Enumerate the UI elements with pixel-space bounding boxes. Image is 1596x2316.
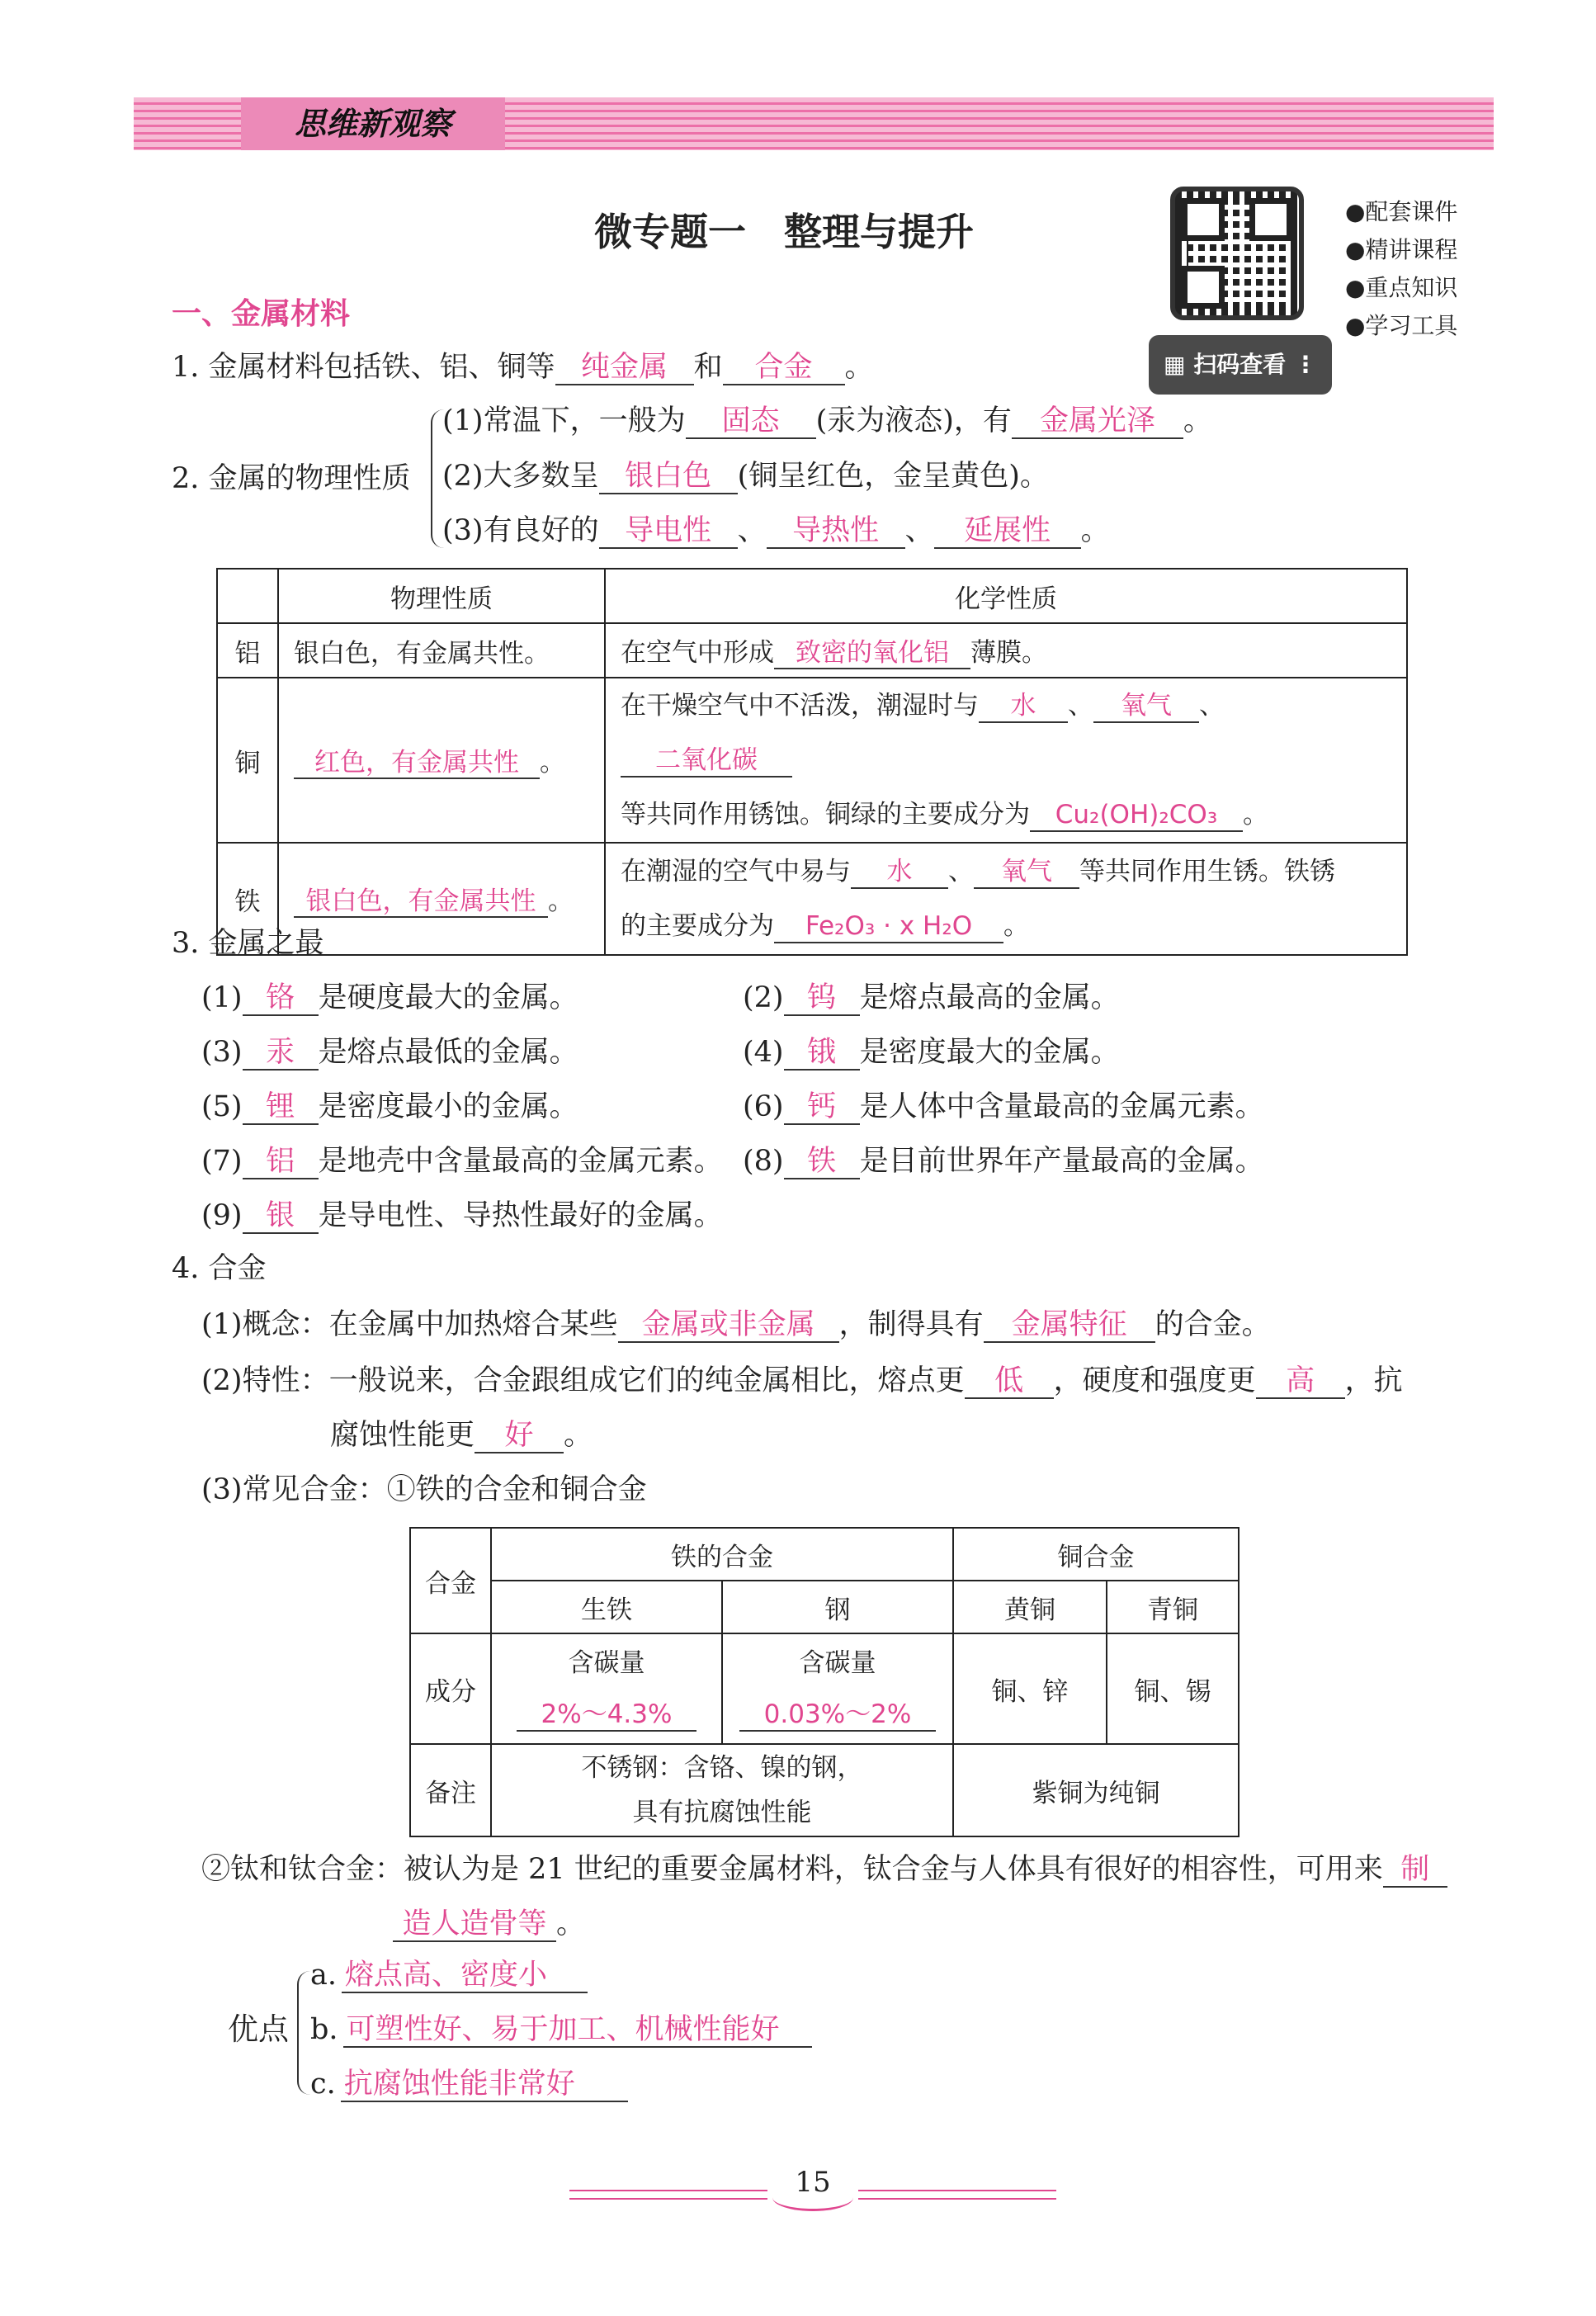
q4-p1-blank-1[interactable] (618, 1308, 839, 1343)
q3-item-text: 是密度最小的金属。 (318, 1090, 578, 1123)
t1-cu-blank-2[interactable] (1093, 692, 1199, 723)
header-tag: 思维新观察 (241, 97, 505, 150)
t2-carbon-answer-2: 0.03%～2% (763, 1699, 912, 1729)
t1-cu-chem-line1 (621, 678, 1391, 787)
q2-l3-blank-2[interactable] (767, 514, 905, 549)
q3-item-number: (4) (743, 1036, 784, 1069)
t1-cu-blank-3[interactable] (621, 746, 792, 778)
q2-l1-answer-1: 固态 (721, 404, 780, 437)
advantage-letter: a. (310, 1959, 337, 1992)
q4-p2-text-b: ，硬度和强度更 (1053, 1364, 1256, 1397)
q2-line-3 (442, 510, 1110, 551)
q3-item (201, 1086, 578, 1127)
t1-fe-chem-a: 在潮湿的空气中易与 (621, 857, 851, 886)
t1-cu-chem-c: 。 (1243, 800, 1268, 830)
t2-copper-alloy: 铜合金 (953, 1528, 1239, 1581)
q4-p2-blank-1[interactable] (965, 1364, 1054, 1399)
t1-fe-blank-2[interactable] (974, 858, 1079, 889)
q4-p2-cont (330, 1415, 593, 1456)
advantage-letter: c. (310, 2068, 336, 2101)
t1-fe-phys (278, 843, 605, 955)
t1-fe-sep: 、 (948, 857, 974, 886)
advantage-blank[interactable] (342, 1959, 588, 1993)
q3-item (201, 1195, 723, 1236)
t1-row-fe (217, 843, 1407, 955)
q3-item-answer: 铁 (807, 1145, 837, 1178)
titanium-answer-b: 造人造骨等 (402, 1907, 547, 1940)
q3-item-number: (6) (743, 1090, 784, 1123)
t1-cu-sep-2: 、 (1199, 691, 1225, 721)
advantage-answer: 抗腐蚀性能非常好 (343, 2068, 575, 2101)
t2-remark-iron-2: 具有抗腐蚀性能 (632, 1798, 812, 1827)
q3-item (743, 1032, 1120, 1073)
q3-item-answer: 铬 (266, 981, 295, 1014)
t2-composition-label: 成分 (410, 1633, 491, 1744)
t1-cu-chem-line2 (621, 787, 1391, 842)
titanium-text: ②钛和钛合金：被认为是 21 世纪的重要金属材料，钛合金与人体具有很好的相容性，可用来 (201, 1853, 1383, 1886)
t2-remark-iron-1: 不锈钢：含铬、镍的钢， (581, 1753, 863, 1783)
q3-item-text: 是目前世界年产量最高的金属。 (859, 1145, 1264, 1178)
q3-item-answer: 锂 (266, 1090, 295, 1123)
q2-l2-blank[interactable] (599, 460, 738, 494)
t1-cu-chem (605, 678, 1407, 843)
q3-item-answer: 银 (266, 1199, 295, 1232)
titanium-line-1 (201, 1849, 1447, 1890)
t1-cu-chem-b: 等共同作用锈蚀。铜绿的主要成分为 (621, 800, 1030, 830)
q4-p1-text-b: ，制得具有 (838, 1308, 984, 1341)
t1-cu-answer-2: 氧气 (1121, 691, 1172, 721)
q3-item-text: 是人体中含量最高的金属元素。 (859, 1090, 1264, 1123)
q3-item-number: (8) (743, 1145, 784, 1178)
q3-item-number: (2) (743, 981, 784, 1014)
q3-item-text: 是导电性、导热性最好的金属。 (318, 1199, 723, 1232)
t1-fe-chem-b: 等共同作用生锈。铁锈 (1079, 857, 1335, 886)
t1-cu-phys-blank[interactable] (294, 749, 540, 780)
t2-carbon-blank-1[interactable] (517, 1700, 696, 1732)
advantages-label: 优点 (228, 2011, 289, 2047)
q3-item-number: (3) (201, 1036, 243, 1069)
q4-label: 4. 合金 (172, 1252, 267, 1285)
t1-al-chem-b: 薄膜。 (970, 637, 1047, 668)
t1-cu-phys-answer: 红色，有金属共性 (314, 747, 519, 778)
t1-row-cu (217, 678, 1407, 843)
q3-item-blank[interactable] (784, 1090, 860, 1125)
t1-cu-answer-1: 水 (1010, 691, 1036, 721)
page-number: 15 (795, 2166, 831, 2199)
t2-remark-label: 备注 (410, 1744, 491, 1836)
q2-l1-end: 。 (1183, 404, 1212, 437)
t1-fe-phys-answer: 银白色，有金属共性 (305, 886, 536, 916)
q3-item-blank[interactable] (784, 1036, 860, 1071)
footer-ornament-right (858, 2190, 1056, 2200)
q3-item-blank[interactable] (243, 1145, 319, 1179)
q1-text: 1. 金属材料包括铁、铝、铜等 (172, 351, 555, 384)
q3-item-text: 是密度最大的金属。 (859, 1036, 1120, 1069)
q3-item (201, 1141, 723, 1182)
t1-fe-chem-line1 (621, 844, 1391, 899)
q2-l1-blank-1[interactable] (686, 404, 816, 439)
scan-button[interactable] (1149, 335, 1332, 395)
q1-blank-1[interactable] (555, 351, 694, 385)
q3-item-blank[interactable] (243, 1199, 319, 1234)
q4-p2 (201, 1360, 1403, 1401)
t2-brass-comp: 铜、锌 (953, 1633, 1107, 1744)
t2-steel: 钢 (722, 1581, 953, 1633)
t1-fe-chem-line2 (621, 899, 1391, 953)
q3-item-answer: 汞 (266, 1036, 295, 1069)
q3-item-blank[interactable] (243, 1036, 319, 1071)
q3-item-blank[interactable] (784, 981, 860, 1016)
t2-iron-alloy: 铁的合金 (491, 1528, 953, 1581)
scan-label: 扫码查看 (1193, 351, 1287, 378)
t2-bronze: 青铜 (1107, 1581, 1239, 1633)
alloy-table (409, 1527, 1239, 1837)
t2-carbon-answer-1: 2%～4.3% (541, 1699, 673, 1729)
t2-carbon-label-2: 含碳量 (799, 1648, 876, 1678)
t1-cu-blank-1[interactable] (979, 692, 1068, 723)
t1-fe-chem (605, 843, 1407, 955)
q1-answer-2: 合金 (754, 351, 813, 384)
q3-item (201, 1032, 578, 1073)
t2-alloy-label: 合金 (410, 1528, 491, 1633)
footer-ornament-left (569, 2190, 767, 2200)
q2-l1-text-b: (汞为液态)，有 (815, 404, 1012, 437)
t2-pig-iron: 生铁 (491, 1581, 722, 1633)
q3-item-answer: 铝 (266, 1145, 295, 1178)
t2-pig-iron-comp (491, 1633, 722, 1744)
t1-al-chem-a: 在空气中形成 (621, 637, 774, 668)
q3-item-blank[interactable] (784, 1145, 860, 1179)
q2-l1-blank-2[interactable] (1012, 404, 1183, 439)
t1-al-name: 铝 (217, 623, 278, 678)
t1-fe-answer-1: 水 (886, 857, 913, 886)
t1-fe-answer-3: Fe₂O₃ · x H₂O (805, 911, 973, 941)
qr-item-tools[interactable]: ●学习工具 (1345, 312, 1458, 339)
t1-fe-chem-c: 的主要成分为 (621, 911, 774, 941)
q2-l3-answer-3: 延展性 (964, 514, 1051, 547)
q3-item-number: (5) (201, 1090, 243, 1123)
t2-steel-comp (722, 1633, 953, 1744)
q4-p1-text: (1)概念：在金属中加热熔合某些 (201, 1308, 618, 1341)
q4-p2-text: (2)特性：一般说来，合金跟组成它们的纯金属相比，熔点更 (201, 1364, 965, 1397)
t1-fe-phys-blank[interactable] (294, 887, 548, 919)
t1-cu-name: 铜 (217, 678, 278, 843)
q4-p2-blank-3[interactable] (475, 1419, 564, 1453)
t1-row-al (217, 623, 1407, 678)
properties-table (216, 568, 1408, 956)
qr-code[interactable] (1170, 187, 1304, 320)
t1-cu-phys-end: 。 (540, 747, 565, 778)
titanium-blank-b[interactable] (393, 1907, 556, 1942)
q3-item-answer: 钙 (807, 1090, 837, 1123)
q3-item (743, 977, 1120, 1019)
advantage-blank[interactable] (343, 2013, 812, 2048)
q2-l1-answer-2: 金属光泽 (1039, 404, 1155, 437)
t1-cu-answer-4: Cu₂(OH)₂CO₃ (1055, 800, 1218, 830)
q2-line-2 (442, 456, 1049, 497)
qr-menu (1345, 193, 1457, 345)
titanium-blank-a[interactable] (1383, 1853, 1447, 1888)
more-icon: ⋮ (1286, 351, 1317, 378)
t1-fe-blank-3[interactable] (774, 912, 1003, 943)
q4-p2-text-d: 腐蚀性能更 (330, 1419, 475, 1452)
q2-l3-blank-1[interactable] (599, 514, 738, 549)
t1-fe-blank-1[interactable] (851, 858, 948, 889)
q2-l2-answer: 银白色 (625, 460, 712, 493)
t2-carbon-blank-2[interactable] (739, 1700, 936, 1732)
titanium-end: 。 (556, 1907, 586, 1940)
advantage-blank[interactable] (341, 2068, 628, 2102)
q1-and: 和 (693, 351, 723, 384)
page-title: 微专题一 整理与提升 (594, 210, 974, 254)
t2-brass: 黄铜 (953, 1581, 1107, 1633)
q1-blank-2[interactable] (723, 351, 845, 385)
q4-p2-blank-2[interactable] (1256, 1364, 1345, 1399)
q3-item (743, 1086, 1264, 1127)
q3-item-text: 是地壳中含量最高的金属元素。 (318, 1145, 723, 1178)
q4-p2-answer-1: 低 (994, 1364, 1024, 1397)
t1-corner (217, 569, 278, 623)
advantage-item (310, 2009, 812, 2050)
t1-header-chemical: 化学性质 (605, 569, 1407, 623)
q3-item-text: 是熔点最低的金属。 (318, 1036, 578, 1069)
q4-p1-end: 的合金。 (1155, 1308, 1271, 1341)
q4-p1-answer-2: 金属特征 (1011, 1308, 1127, 1341)
q3-item (201, 977, 578, 1019)
q2-l3-end: 。 (1080, 514, 1110, 547)
advantage-answer: 熔点高、密度小 (345, 1959, 548, 1992)
t2-bronze-comp: 铜、锡 (1107, 1633, 1239, 1744)
q2-l3-sep-1: 、 (737, 514, 767, 547)
advantage-item (310, 1954, 588, 1996)
q3-item-number: (9) (201, 1199, 243, 1232)
t2-remark-copper: 紫铜为纯铜 (953, 1744, 1239, 1836)
qr-item-knowledge[interactable]: ●重点知识 (1345, 274, 1458, 301)
t1-cu-answer-3: 二氧化碳 (655, 745, 758, 775)
q3-item-blank[interactable] (243, 1090, 319, 1125)
titanium-answer-a: 制 (1400, 1853, 1430, 1886)
t1-cu-sep-1: 、 (1068, 691, 1093, 721)
t1-al-answer: 致密的氧化铝 (796, 637, 949, 668)
advantage-item (310, 2063, 628, 2105)
q1-line (172, 347, 874, 388)
q2-l3-blank-3[interactable] (934, 514, 1081, 549)
q3-item (743, 1141, 1264, 1182)
advantages-brace (297, 1971, 310, 2095)
q4-p2-answer-2: 高 (1286, 1364, 1315, 1397)
t1-header-physical: 物理性质 (278, 569, 605, 623)
q2-l3-text: (3)有良好的 (442, 514, 599, 547)
q3-item-text: 是硬度最大的金属。 (318, 981, 578, 1014)
advantage-answer: 可塑性好、易于加工、机械性能好 (346, 2013, 780, 2046)
titanium-line-2 (393, 1903, 585, 1945)
q2-l2-text: (2)大多数呈 (442, 460, 599, 493)
q4-p3: (3)常见合金：①铁的合金和铜合金 (201, 1473, 647, 1506)
qr-item-courseware[interactable]: ●配套课件 (1345, 198, 1458, 225)
q3-item-text: 是熔点最高的金属。 (859, 981, 1120, 1014)
t1-fe-name: 铁 (217, 843, 278, 955)
q4-p2-text-c: ，抗 (1344, 1364, 1403, 1397)
q2-l1-text: (1)常温下，一般为 (442, 404, 686, 437)
q2-l2-text-b: (铜呈红色，金呈黄色)。 (737, 460, 1049, 493)
q4-p2-answer-3: 好 (504, 1419, 534, 1452)
advantage-letter: b. (310, 2013, 338, 2046)
t1-cu-blank-4[interactable] (1030, 801, 1243, 832)
q2-label: 2. 金属的物理性质 (172, 462, 411, 495)
q4-p1 (201, 1304, 1271, 1345)
t1-fe-answer-2: 氧气 (1001, 857, 1052, 886)
q3-label: 3. 金属之最 (172, 927, 324, 960)
t1-cu-chem-a: 在干燥空气中不活泼，潮湿时与 (621, 691, 979, 721)
q3-item-blank[interactable] (243, 981, 319, 1016)
t1-al-blank[interactable] (774, 639, 970, 670)
q4-p2-end: 。 (564, 1419, 593, 1452)
q3-item-number: (1) (201, 981, 243, 1014)
q2-line-1 (442, 400, 1212, 442)
scan-icon: ▦ (1164, 351, 1194, 378)
q1-answer-1: 纯金属 (581, 351, 668, 384)
q3-item-number: (7) (201, 1145, 243, 1178)
qr-item-course[interactable]: ●精讲课程 (1345, 236, 1458, 263)
t1-al-phys: 银白色，有金属共性。 (278, 623, 605, 678)
header-bar (134, 97, 1494, 150)
q2-l3-answer-2: 导热性 (792, 514, 880, 547)
q4-p1-blank-2[interactable] (984, 1308, 1155, 1343)
t1-fe-phys-end: 。 (548, 886, 574, 916)
t2-remark-iron (491, 1744, 953, 1836)
t2-carbon-label-1: 含碳量 (568, 1648, 645, 1678)
q3-item-answer: 锇 (807, 1036, 837, 1069)
t1-al-chem (605, 623, 1407, 678)
section-heading: 一、金属材料 (172, 297, 351, 331)
q4-p1-answer-1: 金属或非金属 (641, 1308, 815, 1341)
q2-l3-sep-2: 、 (904, 514, 934, 547)
q3-item-answer: 钨 (807, 981, 837, 1014)
t1-fe-chem-d: 。 (1003, 911, 1029, 941)
t1-cu-phys (278, 678, 605, 843)
q1-end: 。 (844, 351, 874, 384)
q2-l3-answer-1: 导电性 (625, 514, 712, 547)
